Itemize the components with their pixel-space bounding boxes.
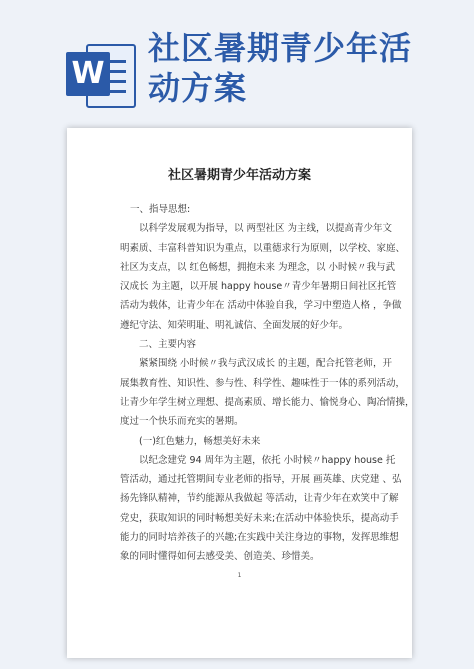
paragraph-line: 展集教育性、知识性、参与性、科学性、趣味性于一体的系列活动， (120, 377, 406, 389)
paragraph-line: 让青少年学生树立理想、提高素质、增长能力、愉悦身心、陶冶情操， (120, 396, 415, 408)
paragraph-line: 管活动，通过托管期间专业老师的指导，开展 画英雄、庆党建 、弘 (120, 474, 402, 486)
word-document-icon (62, 38, 134, 110)
document-page (67, 128, 415, 658)
paragraph-line: 以科学发展观为指导，以 两型社区 为主线，以提高青少年文 (139, 223, 393, 235)
section-heading: 一、指导思想: (130, 204, 191, 215)
banner-title-line1: 社区暑期青少年活 (148, 29, 413, 67)
paragraph-line: 党史，获取知识的同时畅想美好未来;在活动中体验快乐，提高动手 (120, 512, 399, 524)
paragraph-line: 能力的同时培养孩子的兴趣;在实践中关注身边的事物，发挥思维想 (120, 532, 399, 544)
banner-title-line2: 动方案 (148, 69, 248, 107)
paragraph-line: 社区为支点，以 红色畅想，拥抱未来 为理念，以 小时候〃我与武 (120, 261, 396, 273)
section-heading: 二、主要内容 (139, 339, 197, 351)
paragraph-line: 度过一个快乐而充实的暑期。 (120, 416, 244, 428)
paragraph-line: 活动为载体，让青少年在 活动中体验自我，学习中塑造人格 ，争做 (120, 300, 402, 312)
document-body (120, 200, 415, 567)
paragraph-line: 象的同时懂得如何去感受美、创造美、珍惜美。 (120, 551, 320, 563)
word-icon-letter: W (66, 52, 110, 96)
banner-title (148, 28, 468, 108)
document-title: 社区暑期青少年活动方案 (167, 168, 311, 183)
paragraph-line: 明素质、丰富科普知识为重点，以重德求行为原则，以学校、家庭、 (120, 242, 406, 254)
paragraph-line: 扬先锋队精神，节约能源从我做起 等活动，让青少年在欢笑中了解 (120, 493, 399, 505)
banner (0, 0, 474, 125)
paragraph-line: 遵纪守法、知荣明耻、明礼诚信、全面发展的好少年。 (120, 319, 349, 331)
paragraph-line: 紧紧围绕 小时候〃我与武汉成长 的主题，配合托管老师，开 (139, 358, 393, 370)
paragraph-line: 汉成长 为主题，以开展 happy house〃青少年暑期日间社区托管 (120, 281, 397, 293)
subsection-heading: (一)红色魅力，畅想美好未来 (139, 435, 261, 447)
page-number: 1 (237, 572, 242, 579)
paragraph-line: 以纪念建党 94 周年为主题，依托 小时候〃happy house 托 (139, 454, 396, 466)
